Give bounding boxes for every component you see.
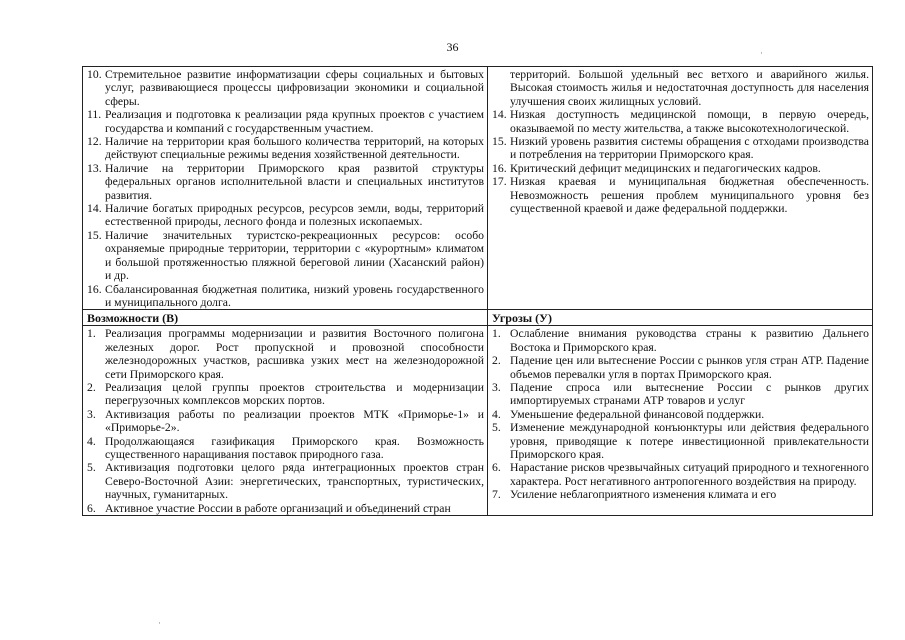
list-item [492,421,869,461]
item-number: 2. [492,354,501,368]
opportunities-cell [83,326,488,516]
item-text: Уменьшение федеральной финансовой поддержки. [510,407,765,421]
item-text: Низкая доступность медицинской помощи, в первую очередь, оказываемой по месту жительства, а также высокотехнологической. [510,108,869,135]
table-row-strengths-weaknesses [83,67,873,310]
item-text: Сбалансированная бюджетная политика, низкий уровень государственного и муниципального долга. [105,282,484,309]
threats-cell [488,326,873,516]
strengths-list [87,68,484,309]
table-row-headers [83,310,873,326]
list-item [492,135,869,162]
item-number: 4. [492,407,501,421]
item-text: Наличие на территории Приморского края развитой структуры федеральных органов исполнительной власти и специальных институтов развития. [105,161,484,202]
item-number: 3. [87,407,96,421]
item-number: 5. [87,461,96,475]
list-item [492,108,869,135]
list-item [87,283,484,310]
item-text: Реализация программы модернизации и развития Восточного полигона железных дорог. Рост пропускной и провозной способности железнодорожных участков, расшивка узких мест на железнодорожной сети Приморского края. [105,327,484,381]
item-text: Реализация целой группы проектов строительства и модернизации перегрузочных комплексов морских портов. [105,380,484,408]
scan-mark: · [760,48,763,58]
swot-table [82,66,873,516]
list-item [87,229,484,283]
item-number: 7. [492,488,501,502]
list-item [87,135,484,162]
item-text: Реализация и подготовка к реализации ряда крупных проектов с участием государства и компаний с государственным участием. [105,108,484,135]
weaknesses-cell [488,67,873,310]
opportunities-list [87,327,484,515]
item-number: 6. [87,501,96,515]
item-number: 14. [492,108,507,122]
threats-header: Угрозы (У) [488,310,873,326]
item-number: 14. [87,202,102,216]
list-item [492,175,869,215]
list-item [87,408,484,435]
weaknesses-continuation: территорий. Большой удельный вес ветхого и аварийного жилья. Высокая стоимость жилья и недостаточная доступность для населения улучшения своих жилищных условий. [510,68,869,108]
list-item [87,202,484,229]
item-text: Активное участие России в работе организаций и объединений стран [105,501,451,515]
item-text: Критический дефицит медицинских и педагогических кадров. [510,161,821,175]
item-number: 15. [492,135,507,149]
list-item [87,435,484,462]
item-number: 12. [87,135,102,149]
item-number: 6. [492,461,501,475]
item-number: 16. [492,161,507,175]
item-text: Наличие значительных туристско-рекреационных ресурсов: особо охраняемые природные территории, территории с «курортным» климатом и большой протяженностью пляжной береговой линии (Хасанский район) и др. [105,228,484,283]
item-text: Активизация подготовки целого ряда интеграционных проектов стран Северо-Восточной Азии: энергетических, транспортных, туристических, научных, гуманитарных. [105,461,484,502]
list-item [87,461,484,501]
list-item [492,381,869,408]
weaknesses-list [492,108,869,215]
list-item [492,488,869,501]
item-text: Усиление неблагоприятного изменения климата и его [510,488,777,502]
item-number: 1. [87,327,96,341]
list-item [492,354,869,381]
item-text: Изменение международной конъюнктуры или действия федерального уровня, приводящие к потере инвестиционной привлекательности Приморского края. [510,421,869,461]
list-item [87,108,484,135]
list-item [492,162,869,175]
item-text: Падение цен или вытеснение России с рынков угля стран АТР. Падение объемов перевалки угля в портах Приморского края. [510,354,869,381]
list-item [87,502,484,515]
item-text: Наличие на территории края большого количества территорий, на которых действуют специальные режимы ведения хозяйственной деятельности. [105,135,484,162]
table-row-opportunities-threats [83,326,873,516]
list-item [492,327,869,354]
item-number: 17. [492,175,507,189]
list-item [492,408,869,421]
list-item [492,461,869,488]
item-text: Наличие богатых природных ресурсов, ресурсов земли, воды, территорий естественной природы, лесного фонда и полезных ископаемых. [105,202,484,229]
list-item [87,381,484,408]
item-number: 2. [87,380,96,394]
item-number: 10. [87,68,102,81]
page-number: 36 [446,40,459,54]
item-number: 1. [492,327,501,341]
list-item [87,327,484,381]
item-number: 13. [87,161,102,175]
opportunities-header: Возможности (В) [83,310,488,326]
item-number: 5. [492,421,501,435]
item-number: 16. [87,282,102,296]
list-item [87,68,484,108]
item-text: Низкая краевая и муниципальная бюджетная обеспеченность. Невозможность решения проблем муниципального уровня без существенной краевой и даже федеральной поддержки. [510,175,869,216]
item-number: 3. [492,380,501,394]
strengths-cell [83,67,488,310]
item-number: 11. [87,108,102,122]
item-number: 15. [87,228,102,242]
item-text: Падение спроса или вытеснение России с рынков других импортируемых странами АТР товаров и услуг [510,380,869,408]
item-text: Ослабление внимания руководства страны к развитию Дальнего Востока и Приморского края. [510,327,869,354]
scan-mark: · [158,618,161,628]
item-text: Активизация работы по реализации проектов МТК «Приморье-1» и «Приморье-2». [105,407,484,435]
list-item [87,162,484,202]
item-text: Стремительное развитие информатизации сферы социальных и бытовых услуг, развивающиеся процессы цифровизации экономики и социальной сферы. [105,68,484,108]
item-text: Низкий уровень развития системы обращения с отходами производства и потребления на территории Приморского края. [510,135,869,162]
item-text: Нарастание рисков чрезвычайных ситуаций природного и техногенного характера. Рост негативного антропогенного воздействия на природу. [510,461,869,488]
item-number: 4. [87,434,96,448]
item-text: Продолжающаяся газификация Приморского края. Возможность существенного наращивания поставок природного газа. [105,434,484,461]
threats-list [492,327,869,501]
